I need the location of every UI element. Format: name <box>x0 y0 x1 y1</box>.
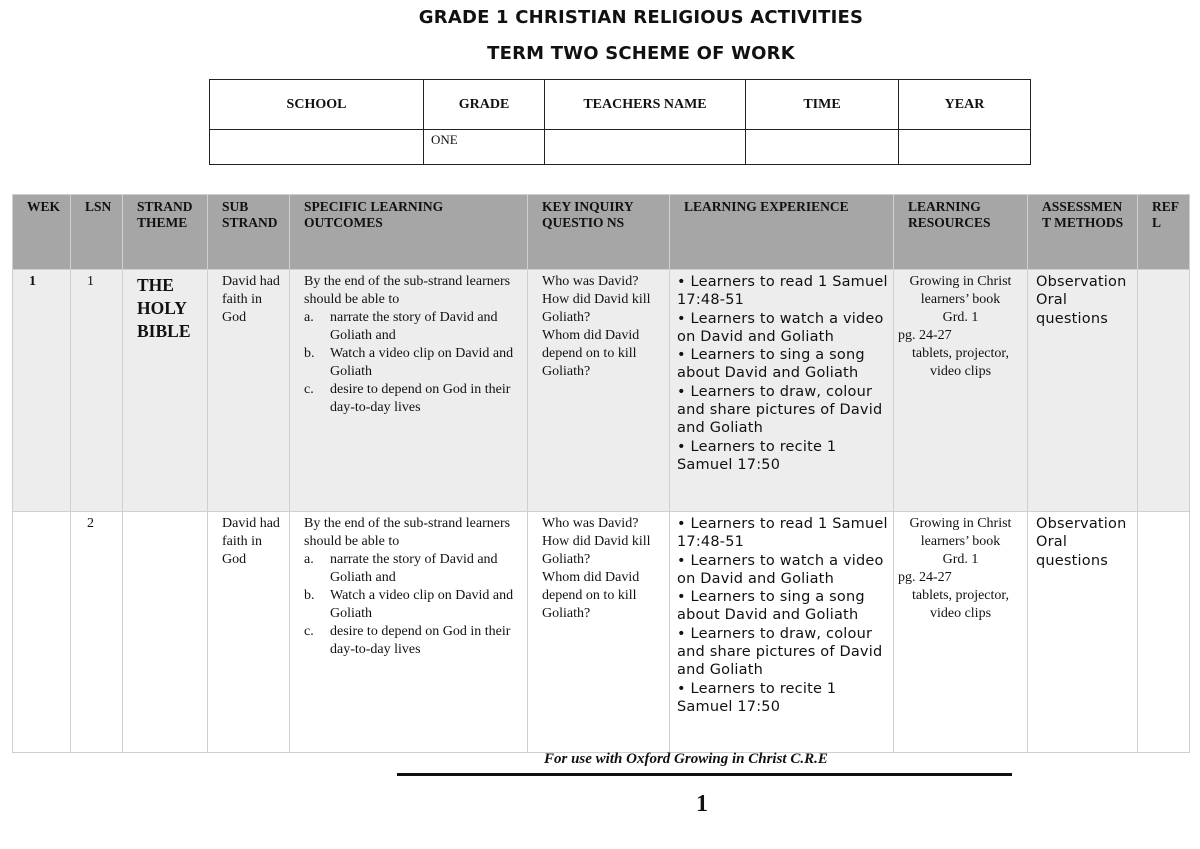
header-strand-theme: STRAND THEME <box>123 195 208 270</box>
list-item <box>304 623 523 659</box>
outcome-text: narrate the story of David and Goliath and <box>330 310 498 343</box>
outcome-text: Watch a video clip on David and Goliath <box>330 588 514 621</box>
list-item <box>304 381 523 417</box>
document-subtitle: TERM TWO SCHEME OF WORK <box>487 43 795 64</box>
resource-grade: Grd. 1 <box>942 552 979 567</box>
info-header-time: TIME <box>746 80 899 130</box>
inquiry-question: Who was David? <box>542 274 639 289</box>
experience-item: • Learners to draw, colour and share pictures of David and Goliath <box>677 625 883 679</box>
scheme-of-work-table <box>12 194 1190 753</box>
strand-theme-cell <box>123 512 208 753</box>
inquiry-questions-cell <box>528 512 670 753</box>
outcomes-list <box>304 551 523 659</box>
assessment-item: Oral questions <box>1036 534 1108 569</box>
header-reflection: REF L <box>1138 195 1190 270</box>
experience-item: • Learners to watch a video on David and Goliath <box>677 552 889 587</box>
reflection-cell <box>1138 512 1190 753</box>
resource-pages: pg. 24-27 <box>898 328 952 343</box>
outcome-text: narrate the story of David and Goliath and <box>330 552 498 585</box>
reflection-cell <box>1138 270 1190 512</box>
list-marker: a. <box>304 552 314 567</box>
info-header-school: SCHOOL <box>210 80 424 130</box>
resource-media: tablets, projector, video clips <box>911 588 1009 621</box>
info-value-year <box>899 130 1031 165</box>
info-header-grade: GRADE <box>424 80 545 130</box>
page-number: 1 <box>696 791 708 817</box>
footer-note: For use with Oxford Growing in Christ C.R.E <box>544 751 828 767</box>
resource-grade: Grd. 1 <box>942 310 979 325</box>
learning-outcomes-cell <box>290 270 528 512</box>
footer-divider <box>397 773 1012 776</box>
lesson-cell: 2 <box>71 512 123 753</box>
header-lesson: LSN <box>71 195 123 270</box>
info-value-teachers-name <box>545 130 746 165</box>
experience-item: • Learners to read 1 Samuel 17:48-51 <box>677 516 893 551</box>
outcome-text: desire to depend on God in their day-to-day lives <box>330 624 511 657</box>
table-row <box>13 270 1190 512</box>
inquiry-question: How did David kill Goliath? <box>542 534 651 567</box>
outcome-text: desire to depend on God in their day-to-day lives <box>330 382 511 415</box>
list-item <box>304 587 523 623</box>
info-header-year: YEAR <box>899 80 1031 130</box>
experience-item: • Learners to sing a song about David and Goliath <box>677 589 870 624</box>
inquiry-question: Who was David? <box>542 516 639 531</box>
outcome-text: Watch a video clip on David and Goliath <box>330 346 514 379</box>
list-marker: b. <box>304 588 315 603</box>
learning-resources-cell <box>894 512 1028 753</box>
outcomes-intro: By the end of the sub-strand learners should be able to <box>304 516 511 549</box>
assessment-methods-cell <box>1028 512 1138 753</box>
experience-item: • Learners to draw, colour and share pictures of David and Goliath <box>677 383 883 437</box>
week-cell <box>13 512 71 753</box>
experience-item: • Learners to sing a song about David and Goliath <box>677 347 870 382</box>
learning-experience-cell <box>670 270 894 512</box>
document-title: GRADE 1 CHRISTIAN RELIGIOUS ACTIVITIES <box>418 7 864 28</box>
learning-experience-cell <box>670 512 894 753</box>
info-value-grade: ONE <box>424 130 545 165</box>
header-learning-outcomes: SPECIFIC LEARNING OUTCOMES <box>290 195 528 270</box>
assessment-item: Oral questions <box>1036 292 1108 327</box>
header-week: WEK <box>13 195 71 270</box>
list-marker: c. <box>304 382 314 397</box>
inquiry-question: How did David kill Goliath? <box>542 292 651 325</box>
lesson-cell: 1 <box>71 270 123 512</box>
header-assessment-methods: ASSESSMEN T METHODS <box>1028 195 1138 270</box>
outcomes-intro: By the end of the sub-strand learners should be able to <box>304 274 511 307</box>
assessment-item: Observation <box>1036 274 1127 290</box>
list-item <box>304 309 523 345</box>
table-row <box>13 512 1190 753</box>
info-table <box>209 79 1031 165</box>
experience-item: • Learners to read 1 Samuel 17:48-51 <box>677 274 893 309</box>
list-marker: a. <box>304 310 314 325</box>
list-marker: b. <box>304 346 315 361</box>
learning-resources-cell <box>894 270 1028 512</box>
header-learning-resources: LEARNING RESOURCES <box>894 195 1028 270</box>
resource-media: tablets, projector, video clips <box>911 346 1009 379</box>
info-value-time <box>746 130 899 165</box>
resource-book: Growing in Christ learners’ book <box>909 516 1012 549</box>
sub-strand-cell: David had faith in God <box>208 270 290 512</box>
experience-item: • Learners to recite 1 Samuel 17:50 <box>677 438 842 473</box>
inquiry-questions-cell <box>528 270 670 512</box>
sub-strand-cell: David had faith in God <box>208 512 290 753</box>
header-inquiry-questions: KEY INQUIRY QUESTIO NS <box>528 195 670 270</box>
list-item <box>304 345 523 381</box>
experience-item: • Learners to recite 1 Samuel 17:50 <box>677 680 842 715</box>
info-header-teachers-name: TEACHERS NAME <box>545 80 746 130</box>
strand-theme-cell: THE HOLY BIBLE <box>123 270 208 512</box>
assessment-methods-cell <box>1028 270 1138 512</box>
header-sub-strand: SUB STRAND <box>208 195 290 270</box>
learning-outcomes-cell <box>290 512 528 753</box>
list-item <box>304 551 523 587</box>
scheme-header-row <box>13 195 1190 270</box>
outcomes-list <box>304 309 523 417</box>
week-cell: 1 <box>13 270 71 512</box>
resource-book: Growing in Christ learners’ book <box>909 274 1012 307</box>
header-learning-experience: LEARNING EXPERIENCE <box>670 195 894 270</box>
inquiry-question: Whom did David depend on to kill Goliath? <box>542 570 640 621</box>
inquiry-question: Whom did David depend on to kill Goliath? <box>542 328 640 379</box>
experience-item: • Learners to watch a video on David and Goliath <box>677 310 889 345</box>
resource-pages: pg. 24-27 <box>898 570 952 585</box>
list-marker: c. <box>304 624 314 639</box>
info-value-school <box>210 130 424 165</box>
assessment-item: Observation <box>1036 516 1127 532</box>
